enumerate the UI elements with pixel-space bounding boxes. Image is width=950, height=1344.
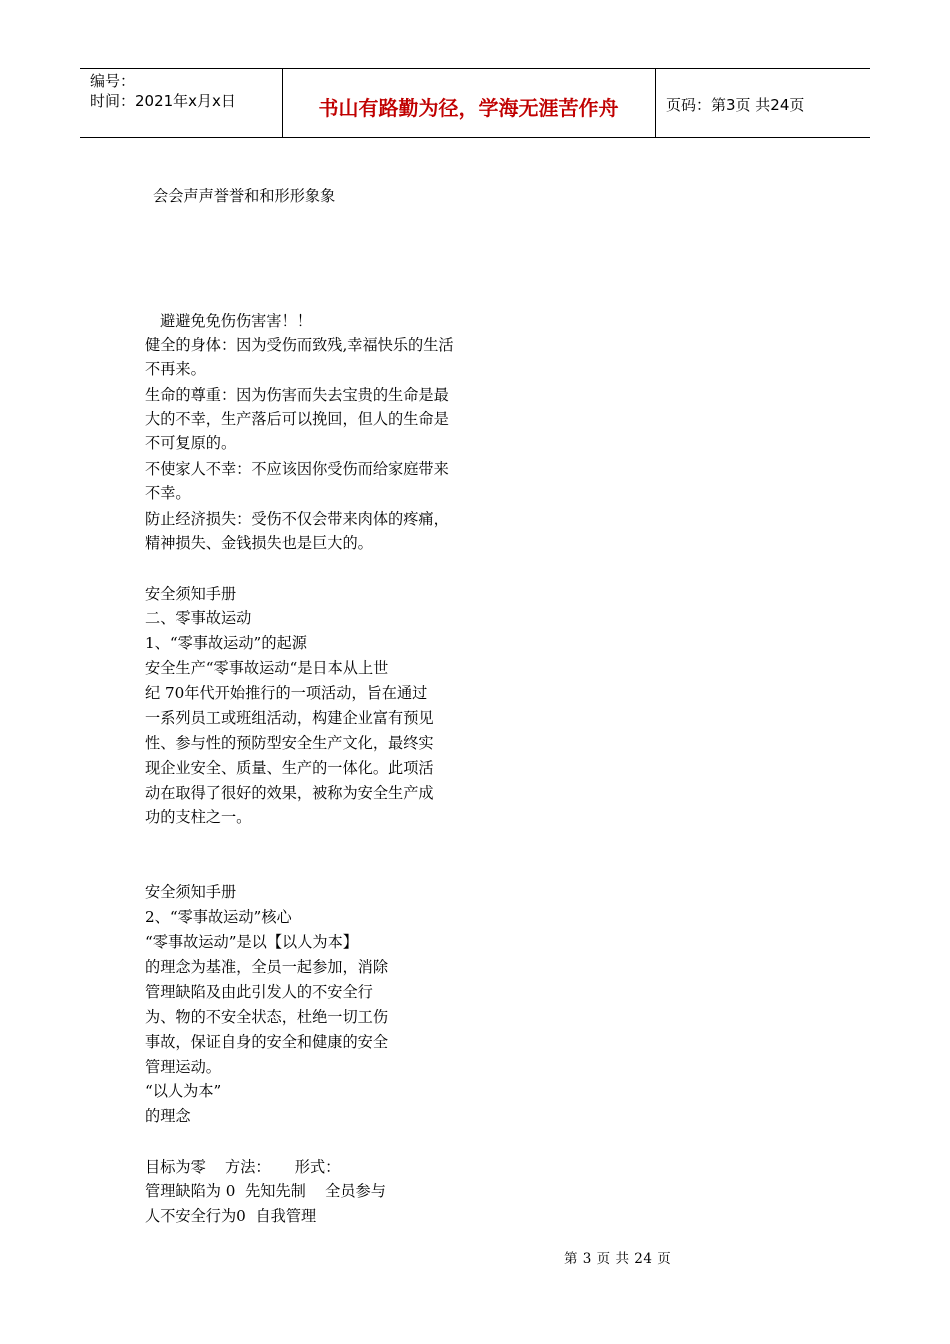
page-header <box>80 68 870 138</box>
subsection-heading: 2、“零事故运动”核心 <box>145 908 292 926</box>
body-line: 不可复原的。 <box>145 434 237 452</box>
number-label: 编号： <box>90 72 136 90</box>
section-title: 安全须知手册 <box>145 883 237 901</box>
body-line: 安全生产“零事故运动“是日本从上世 <box>145 659 389 677</box>
body-line: 管理缺陷为 0 先知先制 全员参与 <box>145 1182 386 1200</box>
body-line: “零事故运动”是以【以人为本】 <box>145 933 358 951</box>
body-line: 防止经济损失：受伤不仅会带来肉体的疼痛， <box>145 510 449 528</box>
body-line: 目标为零 方法： 形式： <box>145 1158 341 1176</box>
body-line: 不幸。 <box>145 484 191 502</box>
body-line: 现企业安全、质量、生产的一体化。此项活 <box>145 759 434 777</box>
body-line: 为、物的不安全状态，杜绝一切工伤 <box>145 1008 388 1026</box>
subsection-heading: 1、“零事故运动”的起源 <box>145 634 307 652</box>
body-line: 管理运动。 <box>145 1058 221 1076</box>
section-heading: 二、零事故运动 <box>145 609 252 627</box>
body-line: 动在取得了很好的效果，被称为安全生产成 <box>145 784 434 802</box>
motto: 书山有路勤为径，学海无涯苦作舟 <box>318 96 619 120</box>
body-line: 不使家人不幸：不应该因你受伤而给家庭带来 <box>145 460 449 478</box>
body-line: 管理缺陷及由此引发人的不安全行 <box>145 983 373 1001</box>
body-line: 一系列员工或班组活动，构建企业富有预见 <box>145 709 434 727</box>
body-line: “以人为本” <box>145 1082 222 1100</box>
body-line: 性、参与性的预防型安全生产文化，最终实 <box>145 734 434 752</box>
header-meta-cell <box>80 69 283 137</box>
body-line: 纪 70年代开始推行的一项活动，旨在通过 <box>145 684 428 702</box>
header-page-cell <box>656 69 870 137</box>
body-line: 会会声声誉誉和和形形象象 <box>153 187 336 205</box>
body-line: 人不安全行为0 自我管理 <box>145 1207 317 1225</box>
section-title: 安全须知手册 <box>145 585 237 603</box>
body-line: 生命的尊重：因为伤害而失去宝贵的生命是最 <box>145 386 449 404</box>
body-line: 精神损失、金钱损失也是巨大的。 <box>145 534 373 552</box>
body-line: 的理念为基准，全员一起参加，消除 <box>145 958 388 976</box>
body-line: 健全的身体：因为受伤而致残,幸福快乐的生活 <box>145 336 454 354</box>
body-line: 大的不幸，生产落后可以挽回，但人的生命是 <box>145 410 449 428</box>
body-line: 的理念 <box>145 1107 191 1125</box>
body-line: 避避免免伤伤害害！！ <box>160 312 312 330</box>
header-motto-cell <box>282 69 656 137</box>
body-line: 功的支柱之一。 <box>145 808 252 826</box>
body-line: 事故，保证自身的安全和健康的安全 <box>145 1033 388 1051</box>
time-label: 时间：2021年x月x日 <box>90 92 236 110</box>
page-code: 页码：第3页 共24页 <box>666 96 805 114</box>
page-footer: 第 3 页 共 24 页 <box>564 1251 672 1267</box>
body-line: 不再来。 <box>145 360 206 378</box>
